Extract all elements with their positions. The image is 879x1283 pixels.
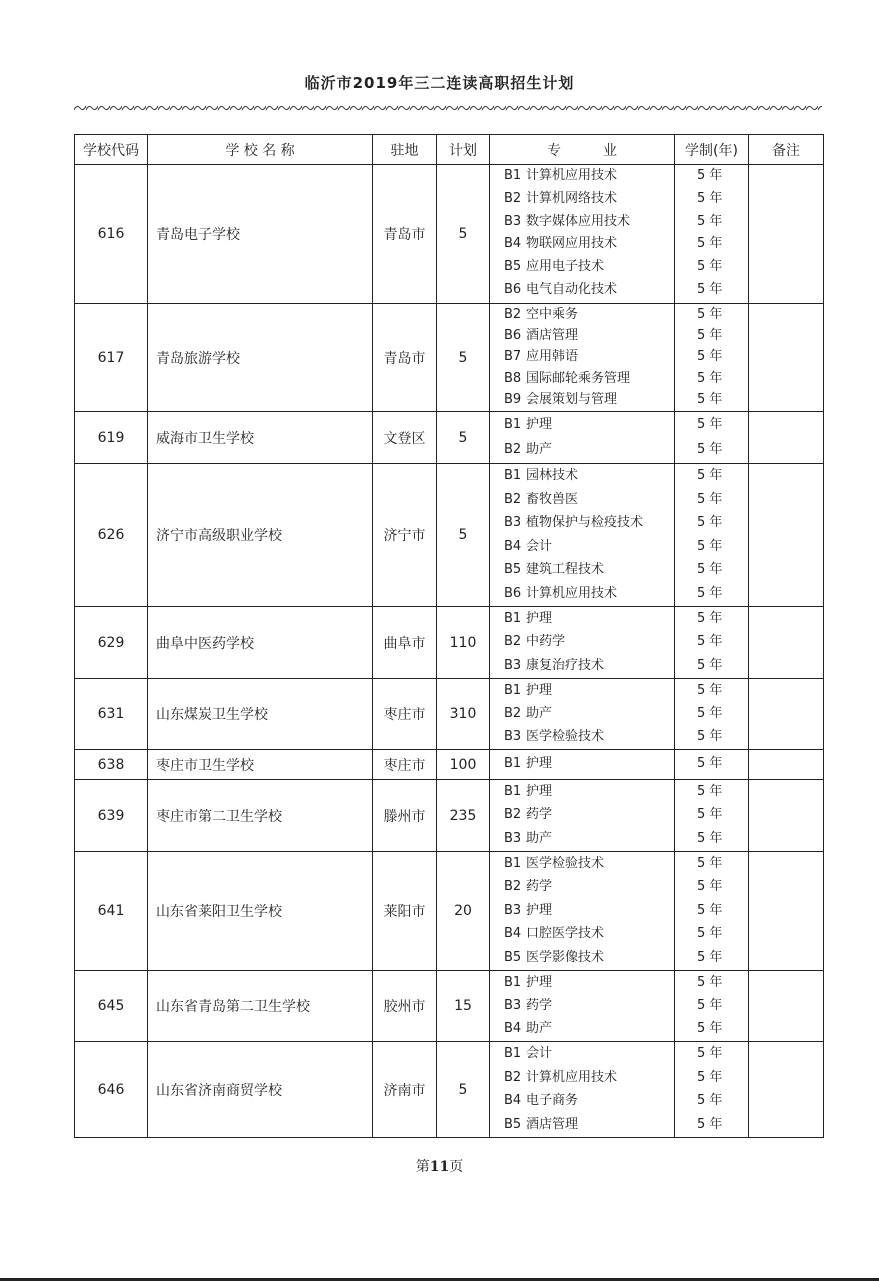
- cell-note: [749, 304, 824, 412]
- major-name: 电气自动化技术: [526, 282, 618, 298]
- major-name: 计算机网络技术: [526, 190, 618, 206]
- major-item: [490, 971, 674, 994]
- major-name: 护理: [526, 756, 553, 771]
- cell-location: 枣庄市: [373, 679, 437, 750]
- years-value: 5 年: [697, 807, 723, 823]
- major-item: [490, 389, 674, 410]
- major-name: 植物保护与检疫技术: [526, 515, 644, 530]
- cell-school-code: 629: [75, 607, 148, 679]
- major-name: 护理: [526, 975, 553, 990]
- cell-note: [749, 412, 824, 464]
- table-row: [75, 464, 824, 607]
- major-item: [490, 654, 674, 677]
- years-value: 5 年: [697, 830, 723, 846]
- cell-note: [749, 165, 824, 304]
- cell-school-code: 638: [75, 750, 148, 780]
- major-item: [490, 304, 674, 325]
- major-item: [490, 412, 674, 437]
- major-name: 计算机应用技术: [526, 585, 618, 601]
- cell-location: 枣庄市: [373, 750, 437, 780]
- major-name: 国际邮轮乘务管理: [526, 370, 631, 386]
- major-code: B2: [504, 706, 522, 721]
- cell-majors: [490, 607, 675, 679]
- major-code: B5: [504, 1116, 522, 1132]
- major-name: 医学检验技术: [526, 729, 605, 744]
- major-item: [490, 630, 674, 653]
- major-item: [490, 875, 674, 898]
- table-row: [75, 165, 824, 304]
- cell-majors: [490, 852, 675, 971]
- cell-note: [749, 607, 824, 679]
- cell-school-name: 山东省青岛第二卫生学校: [148, 971, 373, 1042]
- table-row: [75, 607, 824, 679]
- major-code: B8: [504, 370, 522, 386]
- major-code: B4: [504, 1021, 522, 1036]
- years-value: 5 年: [697, 468, 723, 483]
- cell-years: [675, 165, 749, 304]
- major-name: 计算机应用技术: [526, 168, 618, 183]
- cell-years: [675, 852, 749, 971]
- major-item: [490, 827, 674, 850]
- cell-years: [675, 679, 749, 750]
- cell-note: [749, 971, 824, 1042]
- years-value: 5 年: [697, 926, 723, 942]
- major-name: 药学: [526, 879, 553, 895]
- major-item: [490, 803, 674, 826]
- major-item: [490, 188, 674, 211]
- page-number: 11: [429, 1159, 450, 1175]
- major-name: 应用电子技术: [526, 259, 605, 275]
- table-row: [75, 780, 824, 852]
- major-item: [490, 558, 674, 582]
- table-row: [75, 304, 824, 412]
- cell-years: [675, 607, 749, 679]
- cell-school-name: 枣庄市第二卫生学校: [148, 780, 373, 852]
- major-name: 医学影像技术: [526, 949, 605, 965]
- major-code: B5: [504, 949, 522, 965]
- years-value: 5 年: [697, 729, 723, 744]
- major-code: B2: [504, 634, 522, 650]
- major-code: B6: [504, 585, 522, 601]
- major-item: [490, 750, 674, 778]
- major-name: 建筑工程技术: [526, 562, 605, 577]
- years-value: 5 年: [697, 538, 723, 554]
- major-code: B2: [504, 442, 522, 457]
- years-value: 5 年: [697, 442, 723, 457]
- cell-location: 济宁市: [373, 464, 437, 607]
- table-header-row: [75, 135, 824, 165]
- major-item: [490, 233, 674, 256]
- cell-plan: 100: [437, 750, 490, 780]
- cell-years: [675, 304, 749, 412]
- major-name: 护理: [526, 784, 553, 799]
- years-value: 5 年: [697, 683, 723, 698]
- major-item: [490, 368, 674, 389]
- major-code: B1: [504, 784, 522, 799]
- cell-school-code: 645: [75, 971, 148, 1042]
- cell-plan: 110: [437, 607, 490, 679]
- major-name: 会计: [526, 538, 553, 554]
- years-value: 5 年: [697, 562, 723, 577]
- major-name: 应用韩语: [526, 349, 579, 365]
- major-name: 物联网应用技术: [526, 236, 618, 252]
- major-code: B2: [504, 1069, 522, 1085]
- years-value: 5 年: [697, 949, 723, 965]
- major-item: [490, 1042, 674, 1066]
- major-code: B2: [504, 491, 522, 507]
- years-value: 5 年: [697, 1069, 723, 1085]
- major-name: 酒店管理: [526, 1116, 579, 1132]
- cell-location: 青岛市: [373, 304, 437, 412]
- major-code: B2: [504, 190, 522, 206]
- cell-years: [675, 412, 749, 464]
- major-name: 口腔医学技术: [526, 926, 605, 942]
- cell-location: 济南市: [373, 1042, 437, 1138]
- major-code: B2: [504, 307, 522, 322]
- cell-location: 文登区: [373, 412, 437, 464]
- major-item: [490, 852, 674, 875]
- years-value: 5 年: [697, 879, 723, 895]
- major-code: B5: [504, 259, 522, 275]
- header-plan: 计划: [437, 135, 490, 165]
- major-item: [490, 582, 674, 606]
- cell-school-name: 枣庄市卫生学校: [148, 750, 373, 780]
- major-name: 会展策划与管理: [526, 391, 618, 407]
- years-value: 5 年: [697, 975, 723, 990]
- years-value: 5 年: [697, 370, 723, 386]
- major-code: B9: [504, 391, 522, 407]
- major-name: 医学检验技术: [526, 856, 605, 871]
- major-name: 畜牧兽医: [526, 491, 579, 507]
- major-code: B6: [504, 328, 522, 344]
- years-value: 5 年: [697, 259, 723, 275]
- header-note: 备注: [749, 135, 824, 165]
- years-value: 5 年: [697, 491, 723, 507]
- cell-school-name: 威海市卫生学校: [148, 412, 373, 464]
- header-major: 专 业: [490, 135, 675, 165]
- major-item: [490, 1113, 674, 1137]
- major-item: [490, 679, 674, 702]
- major-name: 康复治疗技术: [526, 657, 605, 673]
- cell-note: [749, 464, 824, 607]
- years-value: 5 年: [697, 756, 723, 771]
- cell-majors: [490, 304, 675, 412]
- years-value: 5 年: [697, 213, 723, 229]
- cell-school-name: 青岛电子学校: [148, 165, 373, 304]
- major-code: B1: [504, 856, 522, 871]
- major-name: 护理: [526, 417, 553, 432]
- major-item: [490, 899, 674, 922]
- cell-school-code: 641: [75, 852, 148, 971]
- major-code: B5: [504, 562, 522, 577]
- major-item: [490, 211, 674, 234]
- major-code: B1: [504, 683, 522, 698]
- years-value: 5 年: [697, 282, 723, 298]
- cell-majors: [490, 464, 675, 607]
- table-row: [75, 679, 824, 750]
- enrollment-plan-table: [74, 134, 824, 1138]
- header-school-name: 学 校 名 称: [148, 135, 373, 165]
- cell-school-name: 山东省莱阳卫生学校: [148, 852, 373, 971]
- major-name: 园林技术: [526, 468, 579, 483]
- major-item: [490, 279, 674, 302]
- major-item: [490, 702, 674, 725]
- major-code: B3: [504, 998, 522, 1013]
- wave-divider-graphic: [74, 102, 822, 111]
- major-item: [490, 1066, 674, 1090]
- page-footer: [0, 1156, 879, 1176]
- major-item: [490, 437, 674, 462]
- cell-years: [675, 971, 749, 1042]
- cell-majors: [490, 971, 675, 1042]
- years-value: 5 年: [697, 515, 723, 530]
- major-name: 药学: [526, 807, 553, 823]
- major-name: 助产: [526, 442, 553, 457]
- cell-note: [749, 1042, 824, 1138]
- major-code: B1: [504, 1046, 522, 1061]
- cell-plan: 20: [437, 852, 490, 971]
- years-value: 5 年: [697, 902, 723, 918]
- header-location: 驻地: [373, 135, 437, 165]
- cell-school-name: 山东省济南商贸学校: [148, 1042, 373, 1138]
- cell-school-code: 619: [75, 412, 148, 464]
- cell-location: 莱阳市: [373, 852, 437, 971]
- cell-majors: [490, 780, 675, 852]
- major-name: 计算机应用技术: [526, 1069, 618, 1085]
- major-code: B7: [504, 349, 522, 365]
- cell-plan: 5: [437, 1042, 490, 1138]
- cell-note: [749, 852, 824, 971]
- years-value: 5 年: [697, 585, 723, 601]
- years-value: 5 年: [697, 1021, 723, 1036]
- cell-plan: 5: [437, 464, 490, 607]
- major-code: B1: [504, 756, 522, 771]
- cell-school-name: 青岛旅游学校: [148, 304, 373, 412]
- major-item: [490, 325, 674, 346]
- major-item: [490, 607, 674, 630]
- years-value: 5 年: [697, 190, 723, 206]
- major-code: B1: [504, 417, 522, 432]
- years-value: 5 年: [697, 1093, 723, 1108]
- cell-school-code: 639: [75, 780, 148, 852]
- cell-school-name: 山东煤炭卫生学校: [148, 679, 373, 750]
- major-item: [490, 165, 674, 188]
- major-code: B3: [504, 515, 522, 530]
- major-code: B3: [504, 657, 522, 673]
- cell-school-code: 646: [75, 1042, 148, 1138]
- table-row: [75, 1042, 824, 1138]
- years-value: 5 年: [697, 706, 723, 721]
- cell-years: [675, 750, 749, 780]
- years-value: 5 年: [697, 349, 723, 365]
- years-value: 5 年: [697, 236, 723, 252]
- cell-note: [749, 780, 824, 852]
- bottom-rule: [0, 1278, 879, 1281]
- years-value: 5 年: [697, 611, 723, 626]
- cell-plan: 5: [437, 165, 490, 304]
- major-name: 电子商务: [526, 1093, 579, 1108]
- cell-note: [749, 750, 824, 780]
- cell-school-name: 济宁市高级职业学校: [148, 464, 373, 607]
- major-name: 数字媒体应用技术: [526, 213, 631, 229]
- cell-plan: 15: [437, 971, 490, 1042]
- major-name: 酒店管理: [526, 328, 579, 344]
- major-code: B3: [504, 902, 522, 918]
- major-name: 护理: [526, 902, 553, 918]
- major-name: 中药学: [526, 634, 566, 650]
- table-row: [75, 412, 824, 464]
- table-row: [75, 971, 824, 1042]
- cell-location: 滕州市: [373, 780, 437, 852]
- years-value: 5 年: [697, 634, 723, 650]
- major-code: B4: [504, 538, 522, 554]
- major-item: [490, 1017, 674, 1040]
- years-value: 5 年: [697, 328, 723, 344]
- cell-majors: [490, 1042, 675, 1138]
- cell-school-code: 631: [75, 679, 148, 750]
- major-name: 空中乘务: [526, 307, 579, 322]
- major-item: [490, 946, 674, 969]
- header-years: 学制(年): [675, 135, 749, 165]
- years-value: 5 年: [697, 784, 723, 799]
- major-item: [490, 256, 674, 279]
- cell-years: [675, 464, 749, 607]
- major-name: 会计: [526, 1046, 553, 1061]
- cell-plan: 310: [437, 679, 490, 750]
- major-code: B3: [504, 213, 522, 229]
- major-item: [490, 346, 674, 367]
- cell-plan: 5: [437, 304, 490, 412]
- major-name: 护理: [526, 683, 553, 698]
- major-code: B2: [504, 879, 522, 895]
- major-item: [490, 780, 674, 803]
- cell-plan: 235: [437, 780, 490, 852]
- cell-years: [675, 780, 749, 852]
- years-value: 5 年: [697, 1046, 723, 1061]
- cell-plan: 5: [437, 412, 490, 464]
- major-code: B4: [504, 1093, 522, 1108]
- major-code: B3: [504, 830, 522, 846]
- page-label-prefix: 第: [415, 1159, 430, 1175]
- major-item: [490, 994, 674, 1017]
- cell-location: 曲阜市: [373, 607, 437, 679]
- major-item: [490, 488, 674, 512]
- major-code: B1: [504, 468, 522, 483]
- years-value: 5 年: [697, 856, 723, 871]
- major-code: B6: [504, 282, 522, 298]
- major-code: B4: [504, 926, 522, 942]
- major-name: 助产: [526, 830, 553, 846]
- major-item: [490, 511, 674, 535]
- major-name: 助产: [526, 706, 553, 721]
- cell-location: 青岛市: [373, 165, 437, 304]
- page-label-suffix: 页: [449, 1159, 464, 1175]
- cell-majors: [490, 750, 675, 780]
- major-name: 药学: [526, 998, 553, 1013]
- cell-school-code: 617: [75, 304, 148, 412]
- major-code: B3: [504, 729, 522, 744]
- cell-school-name: 曲阜中医药学校: [148, 607, 373, 679]
- major-code: B1: [504, 975, 522, 990]
- major-name: 护理: [526, 611, 553, 626]
- major-item: [490, 922, 674, 945]
- years-value: 5 年: [697, 391, 723, 407]
- years-value: 5 年: [697, 1116, 723, 1132]
- years-value: 5 年: [697, 657, 723, 673]
- years-value: 5 年: [697, 307, 723, 322]
- major-item: [490, 725, 674, 748]
- cell-school-code: 626: [75, 464, 148, 607]
- cell-majors: [490, 412, 675, 464]
- document-title: 临沂市2019年三二连读高职招生计划: [304, 74, 575, 92]
- years-value: 5 年: [697, 998, 723, 1013]
- cell-majors: [490, 679, 675, 750]
- major-item: [490, 464, 674, 488]
- cell-years: [675, 1042, 749, 1138]
- cell-majors: [490, 165, 675, 304]
- years-value: 5 年: [697, 168, 723, 183]
- major-code: B4: [504, 236, 522, 252]
- major-name: 助产: [526, 1021, 553, 1036]
- cell-note: [749, 679, 824, 750]
- major-code: B1: [504, 168, 522, 183]
- table-row: [75, 750, 824, 780]
- cell-school-code: 616: [75, 165, 148, 304]
- major-item: [490, 1089, 674, 1113]
- major-item: [490, 535, 674, 559]
- major-code: B1: [504, 611, 522, 626]
- header-code: 学校代码: [75, 135, 148, 165]
- table-row: [75, 852, 824, 971]
- years-value: 5 年: [697, 417, 723, 432]
- decorative-divider: [74, 99, 822, 111]
- major-code: B2: [504, 807, 522, 823]
- cell-location: 胶州市: [373, 971, 437, 1042]
